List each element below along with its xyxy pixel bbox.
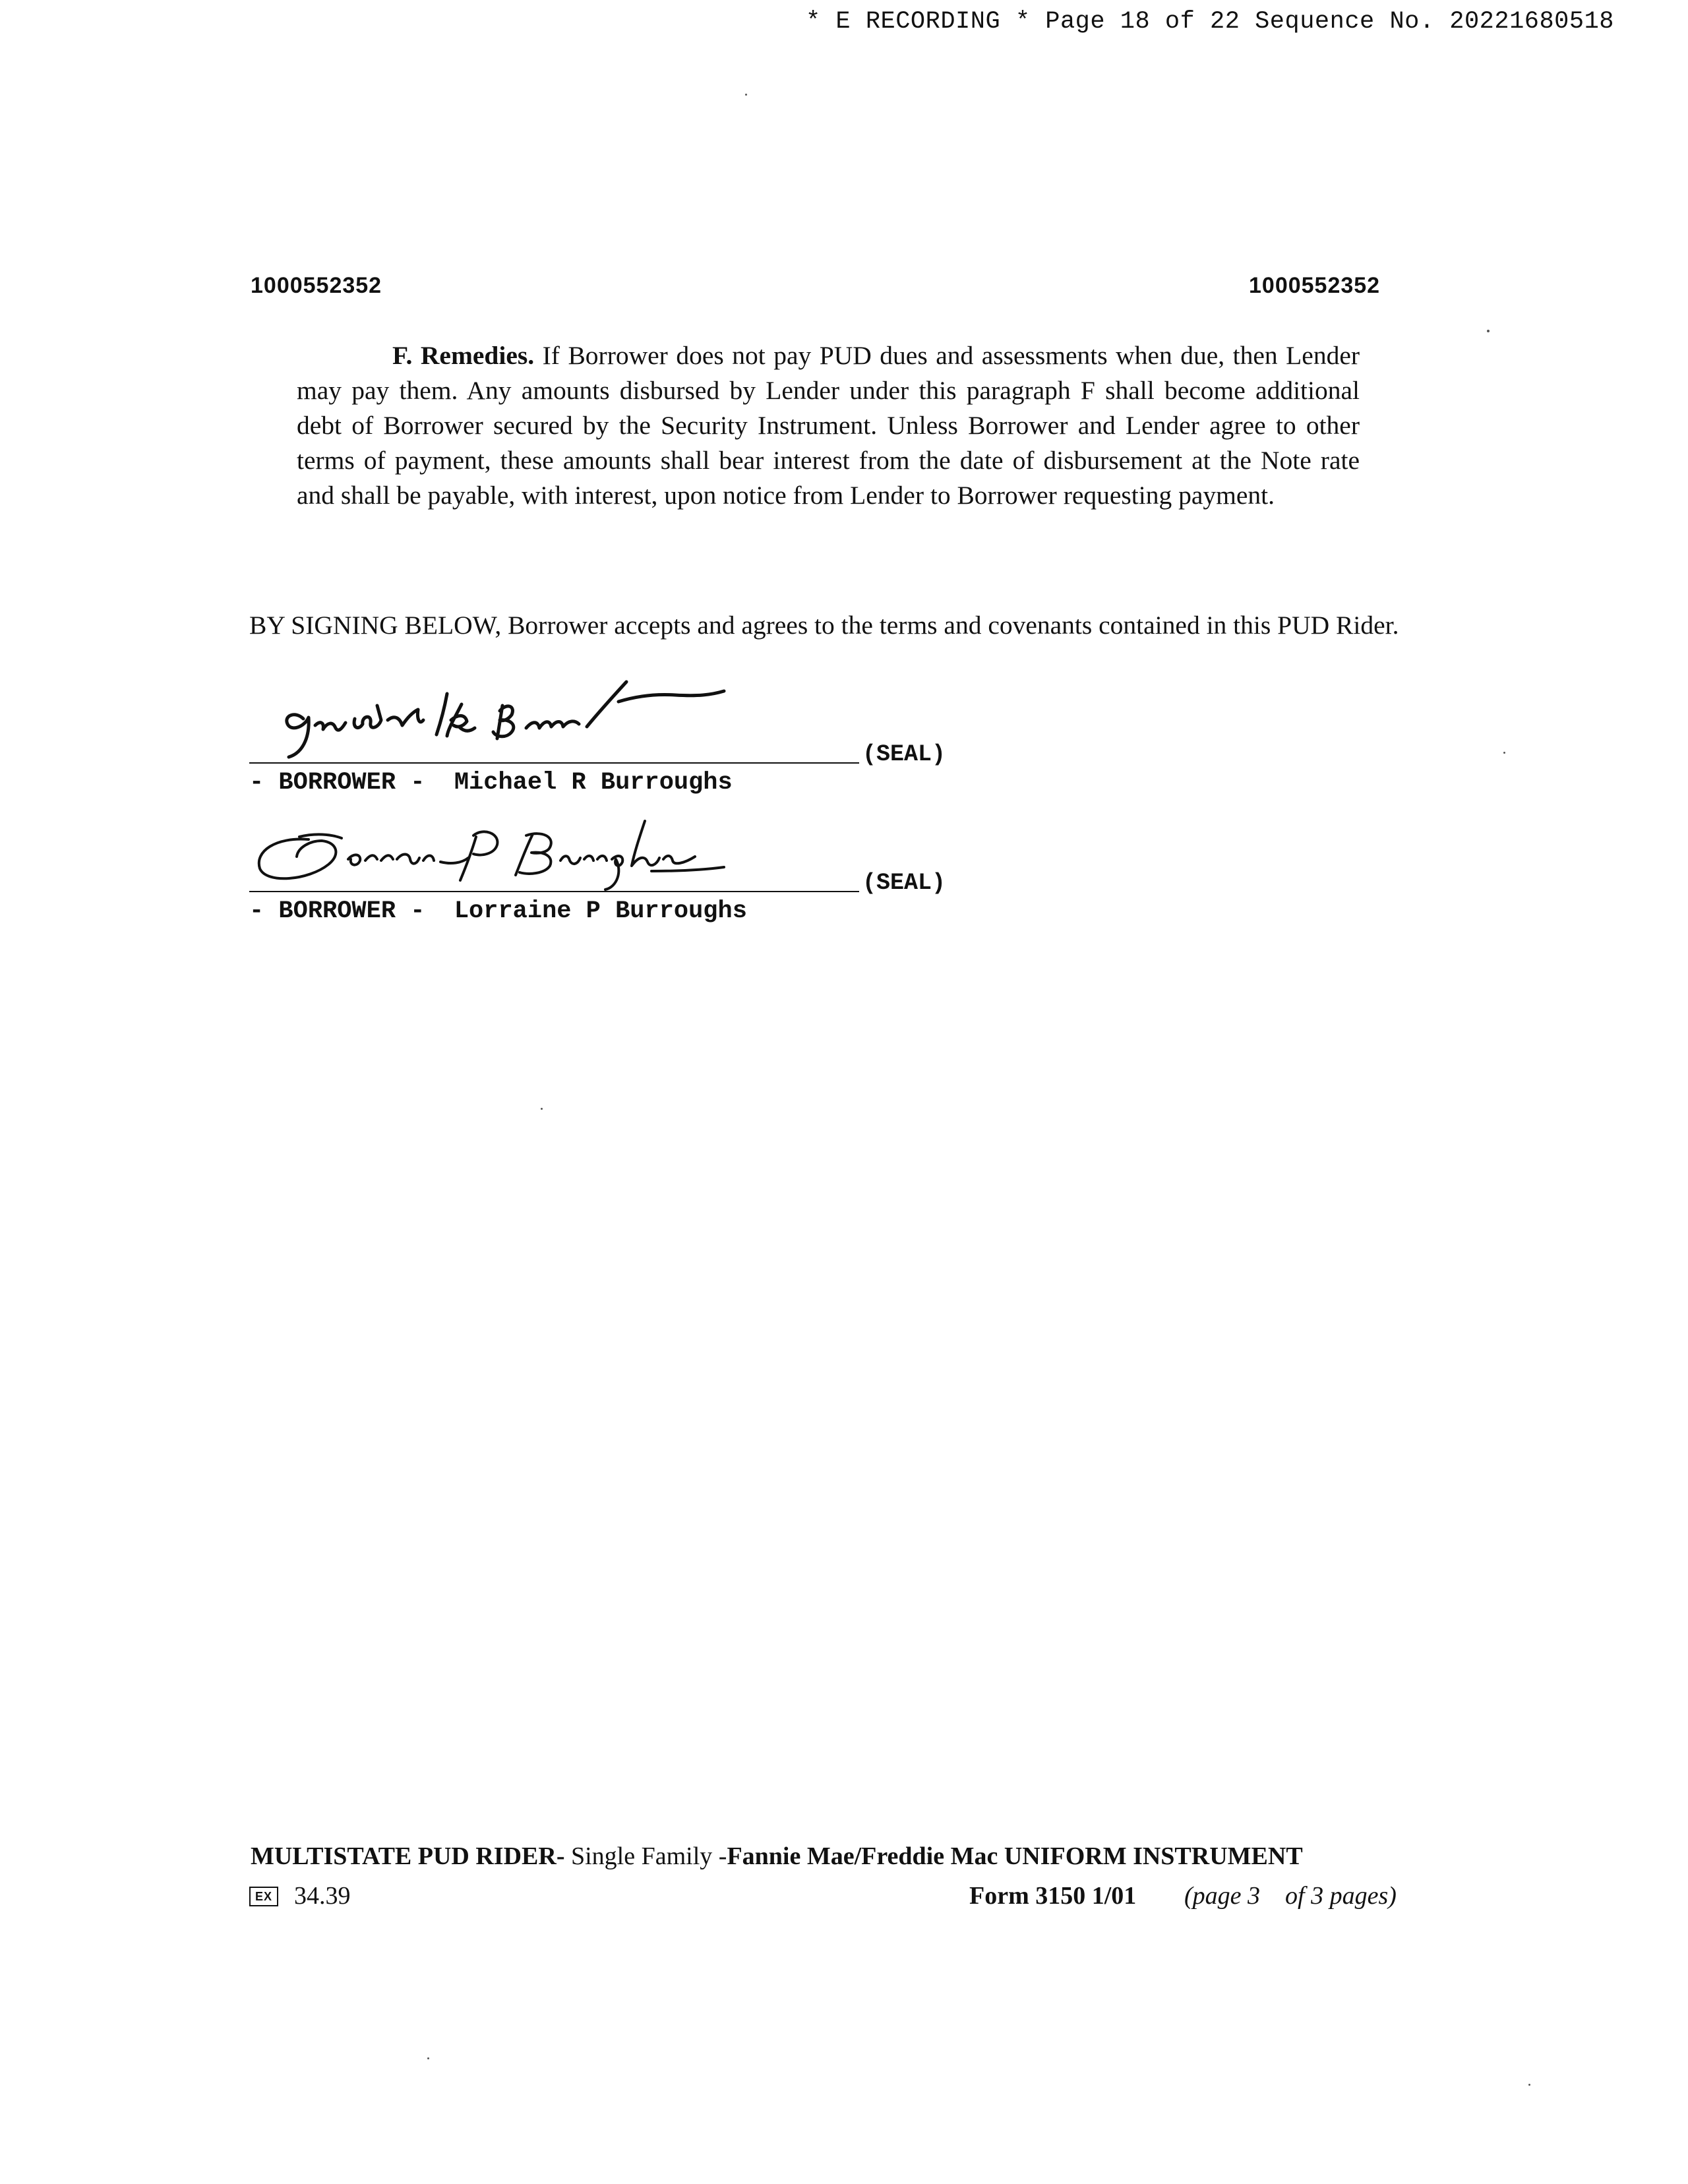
signature-line <box>249 762 859 764</box>
form-footer-row <box>249 1881 1411 1914</box>
remedies-paragraph <box>297 338 1360 513</box>
signature-block-michael <box>249 679 1008 797</box>
remedies-heading: F. Remedies. <box>392 341 535 370</box>
form-title-bold-2: Fannie Mae/Freddie Mac UNIFORM INSTRUMENT <box>727 1842 1303 1870</box>
handwritten-signature-lorraine <box>249 808 843 894</box>
ex-badge-icon: EX <box>249 1887 278 1906</box>
page-indicator: (page 3 of 3 pages) <box>1184 1882 1397 1910</box>
remedies-body: If Borrower does not pay PUD dues and assessments when due, then Lender may pay them. Any amounts disbursed by Lender under this paragraph F shall become additional debt of Borrower secured by the Security Instrument. Unless Borrower and Lender agree to other terms of payment, these amounts shall bear interest from the date of disbursement at the Note rate and shall be payable, with interest, upon notice from Lender to Borrower requesting payment. <box>297 341 1360 510</box>
borrower-name-label: - BORROWER - Michael R Burroughs <box>249 769 733 797</box>
scan-speck <box>541 1108 543 1110</box>
scan-speck <box>1528 2084 1530 2086</box>
scan-speck <box>1487 330 1490 332</box>
form-title-bold: MULTISTATE PUD RIDER- <box>251 1842 565 1870</box>
signature-block-lorraine <box>249 808 1008 925</box>
form-title <box>251 1842 1303 1871</box>
scan-speck <box>745 94 747 96</box>
form-code: 34.39 <box>294 1882 351 1910</box>
seal-label: (SEAL) <box>862 741 946 768</box>
borrower-name-label: - BORROWER - Lorraine P Burroughs <box>249 897 747 925</box>
seal-label: (SEAL) <box>862 870 946 896</box>
loan-number-left: 1000552352 <box>251 273 382 298</box>
form-number: Form 3150 1/01 <box>969 1882 1137 1910</box>
form-title-normal: Single Family - <box>564 1842 727 1870</box>
signature-line <box>249 891 859 892</box>
scan-speck <box>1503 752 1505 754</box>
loan-number-right: 1000552352 <box>1249 273 1381 298</box>
signing-statement: BY SIGNING BELOW, Borrower accepts and agrees to the terms and covenants contained in this PUD Rider. <box>249 611 1399 640</box>
scan-speck <box>427 2057 429 2059</box>
handwritten-signature-michael <box>249 679 843 765</box>
recording-header: * E RECORDING * Page 18 of 22 Sequence No. 20221680518 <box>806 8 1614 36</box>
